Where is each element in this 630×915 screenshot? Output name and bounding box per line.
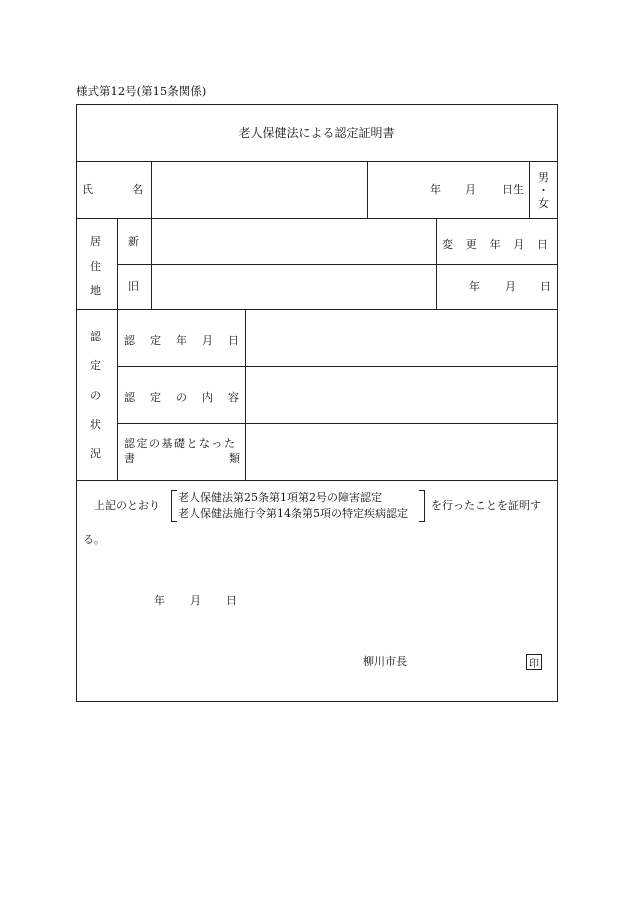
newold-divider [151,218,152,309]
seal-mark: 印 [526,654,542,670]
old-address-label: 旧 [128,280,139,293]
residence-label [90,236,101,296]
change-date-char: 日 [537,238,548,251]
divider-residence [117,264,557,265]
statement-prefix: 上記のとおり [94,499,160,512]
group-label-divider [117,218,118,480]
divider-cert-end [76,480,557,481]
residence-char: 居 [90,235,101,248]
birth-month-label: 月 [465,183,476,196]
cert-date-char: 月 [202,334,213,347]
statement-suffix: を行ったことを証明す [431,499,541,512]
cert-basis-label-line2a: 書 [124,452,135,465]
cert-status-label [90,331,101,459]
change-date-char: 更 [465,238,477,251]
old-year-label: 年 [469,280,480,293]
cert-status-char: 認 [90,330,101,343]
cert-content-char: 容 [228,391,239,404]
cert-content-label [124,389,239,405]
cert-content-char: 認 [124,391,135,404]
cert-basis-label-line1: 認定の基礎となった [124,437,237,450]
cert-content-char: 内 [202,391,213,404]
cert-status-char: 状 [90,417,101,431]
divider-cert-1 [117,366,557,367]
left-bracket [171,490,177,522]
change-date-char: 変 [442,238,453,251]
cert-content-char: の [176,391,187,404]
change-date-char: 年 [489,238,501,251]
residence-char: 地 [90,284,101,297]
cert-date-label [124,332,239,348]
cert-date-char: 認 [124,334,135,347]
right-bracket [419,490,425,522]
statement-option-1: 老人保健法第25条第1項第2号の障害認定 [178,491,382,504]
divider-title [76,161,557,162]
issue-month-label: 月 [190,594,201,607]
cert-status-char: 定 [90,359,101,373]
cert-date-char: 日 [228,334,239,347]
birth-year-label: 年 [430,183,441,196]
issuer-name: 柳川市長 [363,655,407,668]
birth-day-label: 日生 [502,183,524,196]
name-label-1: 氏 [82,183,93,196]
certificate-title: 老人保健法による認定証明書 [238,126,395,140]
change-date-label [442,236,548,252]
statement-option-2: 老人保健法施行令第14条第5項の特定疾病認定 [178,507,408,520]
issue-year-label: 年 [154,594,165,607]
old-month-label: 月 [505,280,516,293]
birth-col-divider [367,161,368,218]
divider-cert-2 [117,423,557,424]
divider-name [76,218,557,219]
gender-male: 男 [538,171,549,184]
name-col-divider [151,161,152,218]
form-number: 様式第12号(第15条関係) [76,84,207,98]
cert-content-char: 定 [150,391,161,404]
gender-col-divider [529,161,530,218]
cert-date-char: 定 [150,334,161,347]
cert-status-char: 況 [90,447,101,460]
gender-female: 女 [538,197,549,210]
cert-label-divider [245,309,246,480]
name-label-2: 名 [132,183,143,196]
change-date-divider [436,218,437,309]
residence-char: 住 [90,259,101,273]
cert-status-char: の [90,388,101,402]
gender-dot: ・ [538,184,549,197]
new-address-label: 新 [128,235,139,248]
divider-residence-end [76,309,557,310]
cert-date-char: 年 [176,334,187,347]
issue-day-label: 日 [226,594,237,607]
statement-continuation: る。 [83,533,105,546]
change-date-char: 月 [513,238,525,251]
cert-basis-label-line2b: 類 [229,452,240,465]
old-day-label: 日 [540,280,551,293]
